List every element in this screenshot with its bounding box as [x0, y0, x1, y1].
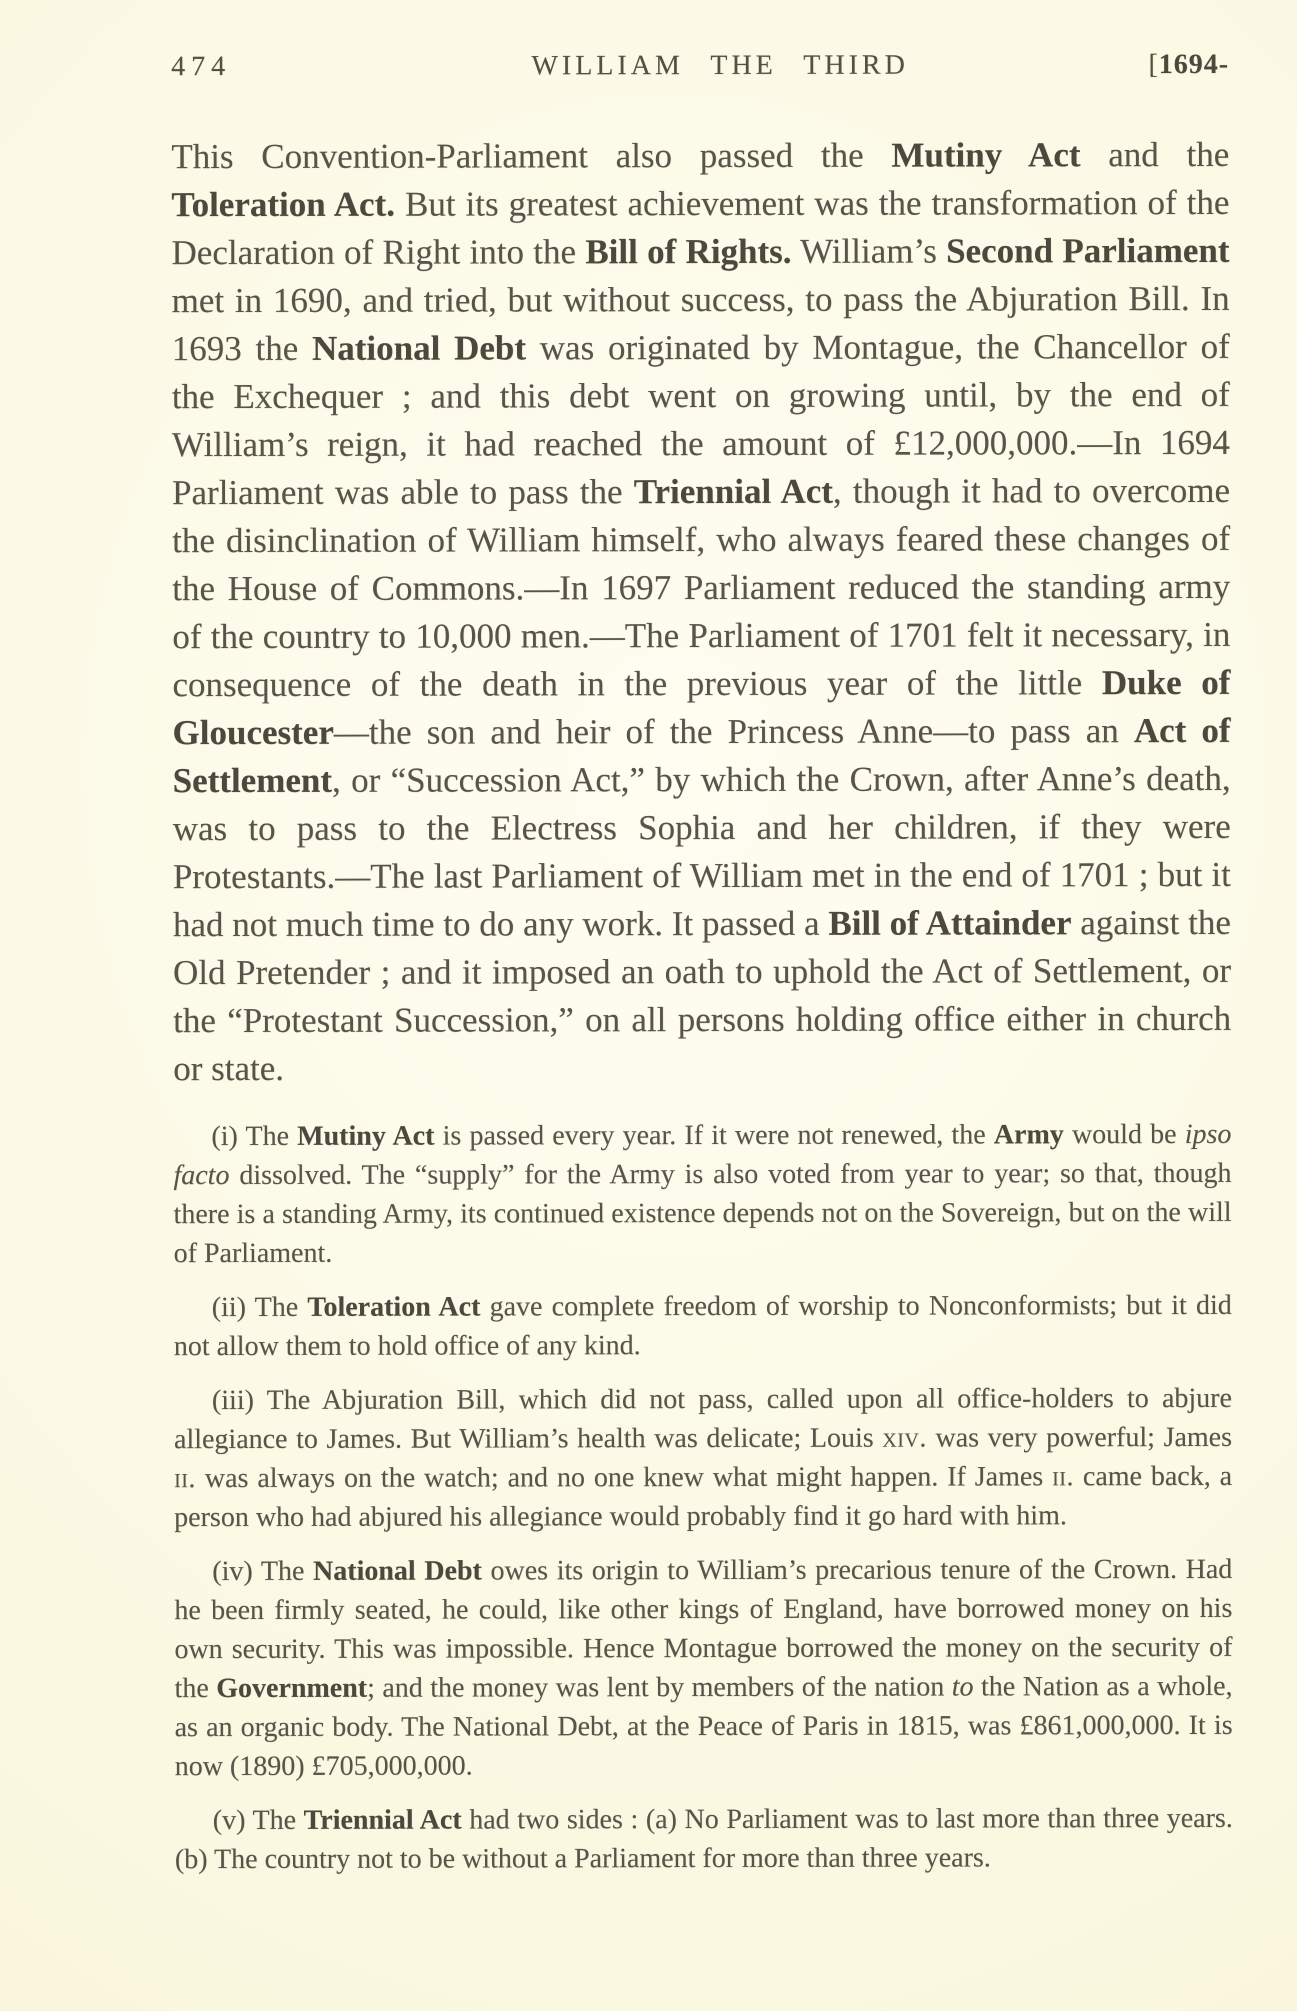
footnote-v: (v) The Triennial Act had two sides : (a) No Parliament was to last more than three years. (b) The country not to be without a Parliament for more than three years. [174, 1802, 1233, 1876]
year-marker: [1694- [1148, 48, 1230, 81]
page-content [171, 49, 1233, 1879]
footnote-iv: (iv) The National Debt owes its origin to William’s precarious tenure of the Crown. Had he been firmly seated, he could, like other kings of England, have borrowed money on his own security. This was impossible. Hence Montague borrowed the money on the security of the Government; and the money was lent by members of the nation to the Nation as a whole, as an organic body. The National Debt, at the Peace of Paris in 1815, was £861,000,000. It is now (1890) £705,000,000. [174, 1553, 1233, 1783]
footnote-i: (i) The Mutiny Act is passed every year. If it were not renewed, the Army would be ipso facto dissolved. The “supply” for the Army is also voted from year to year; so that, though there is a standing Army, its continued existence depends not on the Sovereign, but on the will of Parliament. [173, 1118, 1232, 1270]
page-number: 474 [171, 50, 232, 83]
page-header [171, 49, 1229, 89]
footnotes-section [173, 1115, 1233, 1879]
footnote-ii: (ii) The Toleration Act gave complete freedom of worship to Nonconformists; but it did not allow them to hold office of any kind. [173, 1289, 1232, 1363]
main-paragraph: This Convention-Parliament also passed the Mutiny Act and the Toleration Act. But its greatest achievement was the transformation of the Declaration of Right into the Bill of Rights. William’s Second Parliament met in 1690, and tried, but without success, to pass the Abjuration Bill. In 1693 the National Debt was originated by Montague, the Chancellor of the Exchequer ; and this debt went on growing until, by the end of William’s reign, it had reached the amount of £12,000,000.—In 1694 Parliament was able to pass the Triennial Act, though it had to overcome the disinclination of William himself, who always feared these changes of the House of Commons.—In 1697 Parliament reduced the standing army of the country to 10,000 men.—The Parliament of 1701 felt it necessary, in consequence of the death in the previous year of the little Duke of Gloucester—the son and heir of the Princess Anne—to pass an Act of Settlement, or “Succession Act,” by which the Crown, after Anne’s death, was to pass to the Electress Sophia and her children, if they were Protestants.—The last Parliament of William met in the end of 1701 ; but it had not much time to do any work. It passed a Bill of Attainder against the Old Pretender ; and it imposed an oath to uphold the Act of Settlement, or the “Protestant Succession,” on all persons holding office either in church or state. [171, 134, 1232, 1089]
running-title: WILLIAM THE THIRD [531, 49, 909, 82]
footnote-iii: (iii) The Abjuration Bill, which did not pass, called upon all office-holders to abjure allegiance to James. But William’s health was delicate; Louis xiv. was very powerful; James ii. was always on the watch; and no one knew what might happen. If James ii. came back, a person who had abjured his allegiance would probably find it go hard with him. [173, 1382, 1233, 1534]
